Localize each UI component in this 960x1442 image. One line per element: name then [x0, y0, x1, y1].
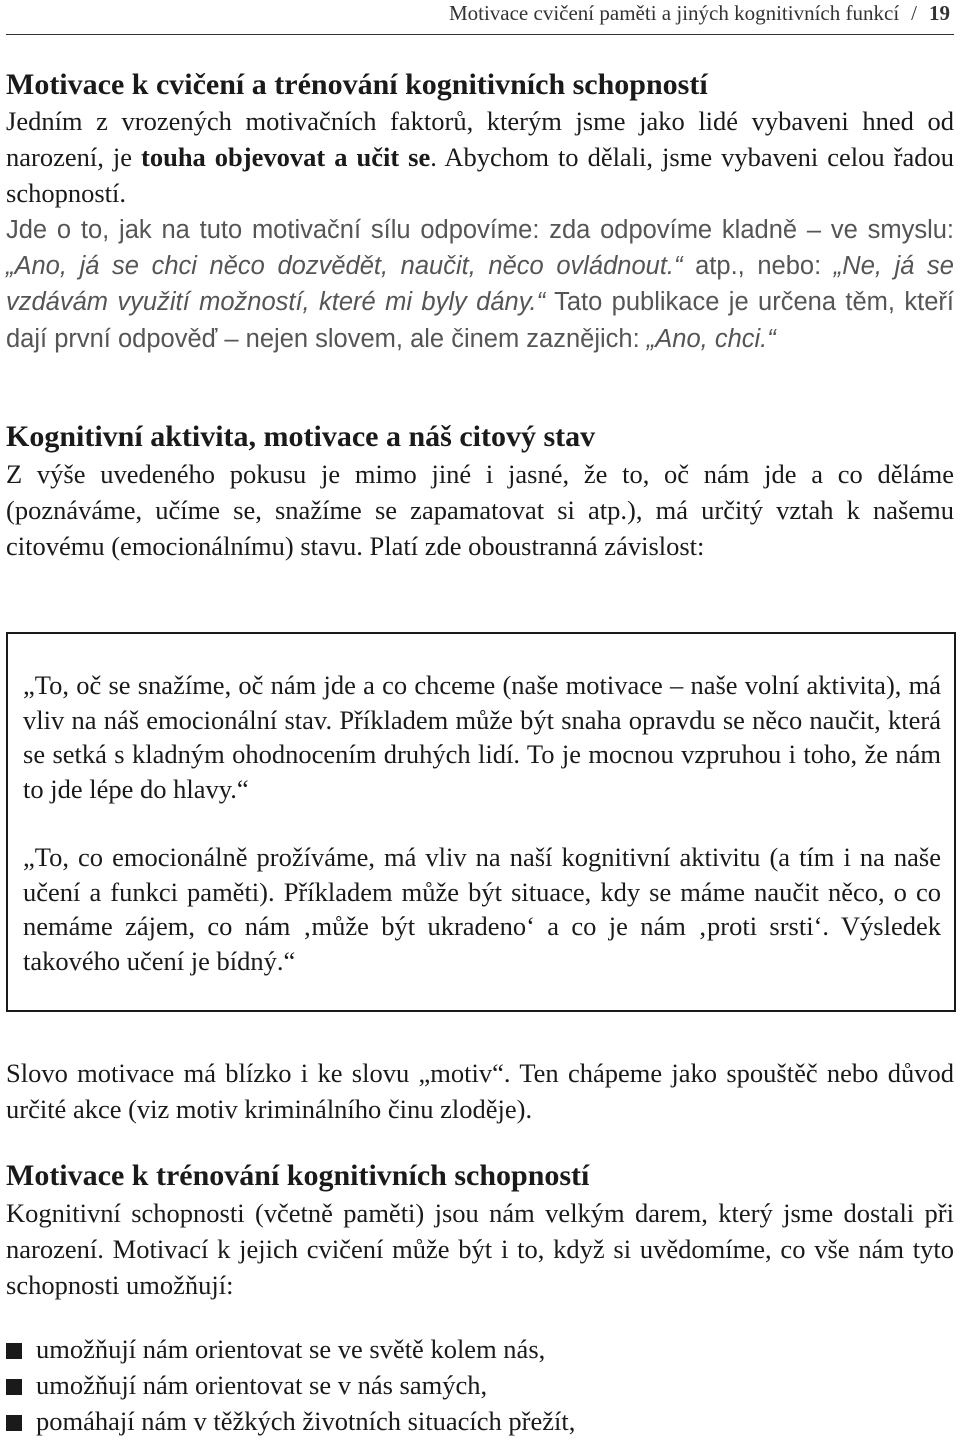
quote-box: [6, 632, 956, 1012]
list-item: [6, 1367, 954, 1403]
text-run: atp., nebo:: [682, 252, 834, 281]
paragraph-cognitive-gift: Kognitivní schopnosti (včetně paměti) jsou nám velkým darem, který jsme dostali při narození. Motivací k jejich cvičení může být i to, když si uvědomíme, co vše nám tyto schopnosti umožňují:: [6, 1198, 954, 1301]
running-head-title: Motivace cvičení paměti a jiných kognitivních funkcí: [448, 1, 900, 25]
quote-emotion-effect: „To, co emocionálně prožíváme, má vliv na naší kognitivní aktivitu (a tím i na naše učení a funkci paměti). Příkladem může být situace, kdy se máme naučit něco, o co nemáme zájem, co nám ‚může být ukradeno‘ a co je nám ‚proti srsti‘. Výsledek takového učení je bídný.“: [23, 842, 941, 976]
square-bullet-icon: [6, 1343, 22, 1359]
text-run: . Abychom to dělali, jsme vybaveni celou řadou schopností.: [6, 142, 954, 209]
list-item-text: umožňují nám orientovat se ve světě kolem nás,: [36, 1334, 546, 1364]
paragraph-motive-word: Slovo motivace má blízko i ke slovu „motiv“. Ten chápeme jako spouštěč nebo důvod určité akce (viz motiv kriminálního činu zloděje).: [6, 1058, 954, 1125]
list-item-text: umožňují nám orientovat se v nás samých,: [36, 1370, 488, 1401]
bullet-list: [6, 1331, 954, 1440]
section-heading-training: Motivace k trénování kognitivních schopností: [6, 1159, 590, 1192]
paragraph-innate-motivation: [6, 103, 954, 212]
section-heading-motivation: Motivace k cvičení a trénování kognitivních schopností: [6, 68, 708, 101]
running-head: [449, 0, 950, 26]
paragraph-response: [6, 212, 954, 357]
text-run: Jedním z vrozených motivačních faktorů, kterým jsme jako lidé vybaveni hned od narození, je: [6, 106, 954, 173]
section-heading-cognitive-activity: Kognitivní aktivita, motivace a náš citový stav: [6, 420, 596, 453]
text-run: Tato publikace je určena těm, kteří dají první odpověď – nejen slovem, ale činem zaznějich:: [6, 288, 954, 353]
list-item-text: pomáhají nám v těžkých životních situacích přežít,: [36, 1406, 576, 1437]
page-number: 19: [929, 1, 950, 25]
emphasis-bold: touha objevovat a učit se: [141, 142, 431, 173]
paragraph-emotional-state: Z výše uvedeného pokusu je mimo jiné i jasné, že to, oč nám jde a co děláme (poznáváme, učíme se, snažíme se zapamatovat si atp.), má určitý vztah k našemu citovému (emocionálnímu) stavu. Platí zde oboustranná závislost:: [6, 459, 954, 562]
quote-italic-yes-want: „Ano, chci.“: [646, 324, 776, 353]
running-head-separator: /: [911, 1, 917, 25]
quote-motivation-effect: „To, oč se snažíme, oč nám jde a co chceme (naše motivace – naše volní aktivita), má vliv na náš emocionální stav. Příkladem může být snaha opravdu se něco naučit, která se setká s kladným ohodnocením druhých lidí. To je mocnou vzpruhou i toho, že nám to jde lépe do hlavy.“: [23, 670, 941, 804]
list-item: [6, 1331, 954, 1367]
text-run: Jde o to, jak na tuto motivační sílu odpovíme: zda odpovíme kladně – ve smyslu:: [6, 216, 954, 244]
square-bullet-icon: [6, 1379, 22, 1395]
header-rule: [6, 34, 954, 35]
quote-italic-no: „Ne, já se vzdávám využití možností, které mi byly dány.“: [6, 252, 954, 317]
quote-italic-yes: „Ano, já se chci něco dozvědět, naučit, něco ovládnout.“: [6, 252, 683, 281]
square-bullet-icon: [6, 1415, 22, 1431]
list-item: [6, 1403, 954, 1439]
